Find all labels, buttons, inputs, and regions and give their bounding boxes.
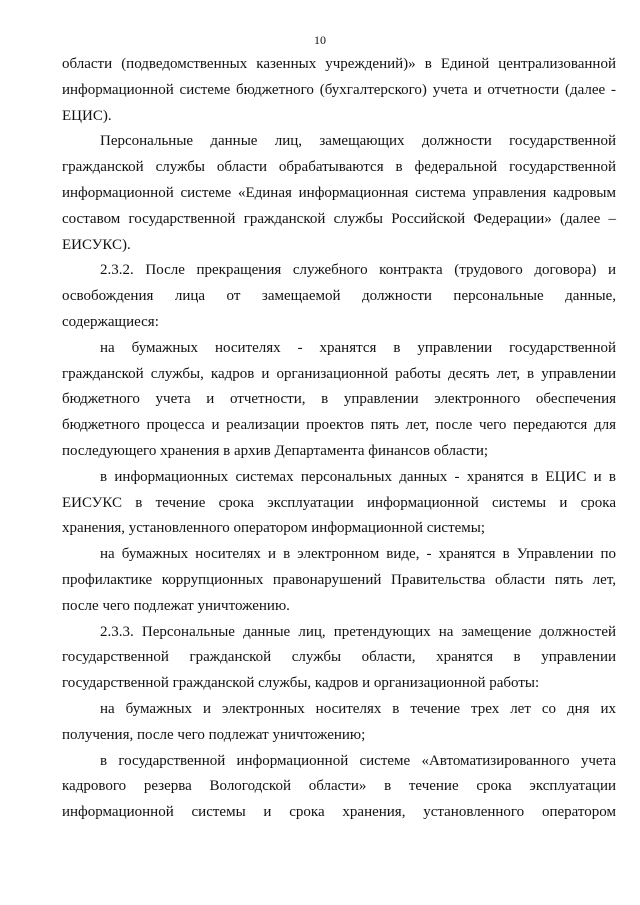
paragraph	[62, 52, 616, 129]
text-line: в информационных системах персональных данных - хранятся в ЕЦИС и в	[100, 468, 616, 485]
text-line: гражданской службы, кадров и организационной работы десять лет, в управлении	[62, 365, 616, 382]
text-line: составом государственной гражданской службы Российской Федерации» (далее –	[62, 210, 616, 227]
text-line: после чего подлежат уничтожению.	[62, 597, 290, 614]
text-line: бюджетного учета и отчетности, в управлении электронного обеспечения	[62, 391, 616, 408]
text-line: информационной системе «Единая информационная система управления кадровым	[62, 184, 616, 201]
text-line: 2.3.3. Персональные данные лиц, претендующих на замещение должностей	[100, 623, 616, 640]
text-line: на бумажных носителях и в электронном виде, - хранятся в Управлении по	[100, 546, 616, 563]
text-line: 2.3.2. После прекращения служебного контракта (трудового договора) и	[100, 262, 616, 279]
text-line: хранения, установленного оператором информационной системы;	[62, 520, 486, 537]
text-line: освобождения лица от замещаемой должности персональные данные,	[62, 288, 616, 305]
text-line: области (подведомственных казенных учреждений)» в Единой централизованной	[62, 56, 616, 72]
text-line: бюджетного процесса и реализации проектов пять лет, после чего передаются для	[62, 417, 616, 434]
paragraph	[62, 697, 616, 749]
text-line: кадрового резерва Вологодской области» в течение срока эксплуатации	[62, 778, 616, 795]
text-line: ЕИСУКС).	[62, 236, 131, 253]
text-line: на бумажных носителях - хранятся в управлении государственной	[100, 339, 616, 356]
paragraph	[62, 749, 616, 826]
text-line: ЕИСУКС в течение срока эксплуатации информационной системы и срока	[62, 494, 616, 511]
page-number: 10	[314, 33, 326, 47]
text-line: государственной гражданской службы, кадров и организационной работы:	[62, 675, 540, 692]
document-body	[62, 52, 616, 826]
paragraph	[62, 258, 616, 335]
text-line: Персональные данные лиц, замещающих должности государственной	[100, 133, 616, 150]
paragraph	[62, 620, 616, 697]
text-line: информационной системы и срока хранения, установленного оператором	[62, 804, 616, 821]
paragraph	[62, 465, 616, 542]
paragraph	[62, 129, 616, 258]
paragraph	[62, 336, 616, 465]
text-line: ЕЦИС).	[62, 107, 112, 124]
text-line: профилактике коррупционных правонарушений Правительства области пять лет,	[62, 571, 616, 588]
text-line: последующего хранения в архив Департамента финансов области;	[62, 442, 489, 459]
text-line: государственной гражданской службы области, хранятся в управлении	[62, 649, 616, 666]
paragraph	[62, 542, 616, 619]
text-line: содержащиеся:	[62, 313, 159, 330]
text-line: получения, после чего подлежат уничтожению;	[62, 726, 366, 743]
text-line: информационной системе бюджетного (бухгалтерского) учета и отчетности (далее -	[62, 81, 616, 98]
text-line: гражданской службы области обрабатываются в федеральной государственной	[62, 159, 616, 176]
text-line: на бумажных и электронных носителях в течение трех лет со дня их	[100, 700, 616, 717]
text-line: в государственной информационной системе «Автоматизированного учета	[100, 752, 616, 769]
